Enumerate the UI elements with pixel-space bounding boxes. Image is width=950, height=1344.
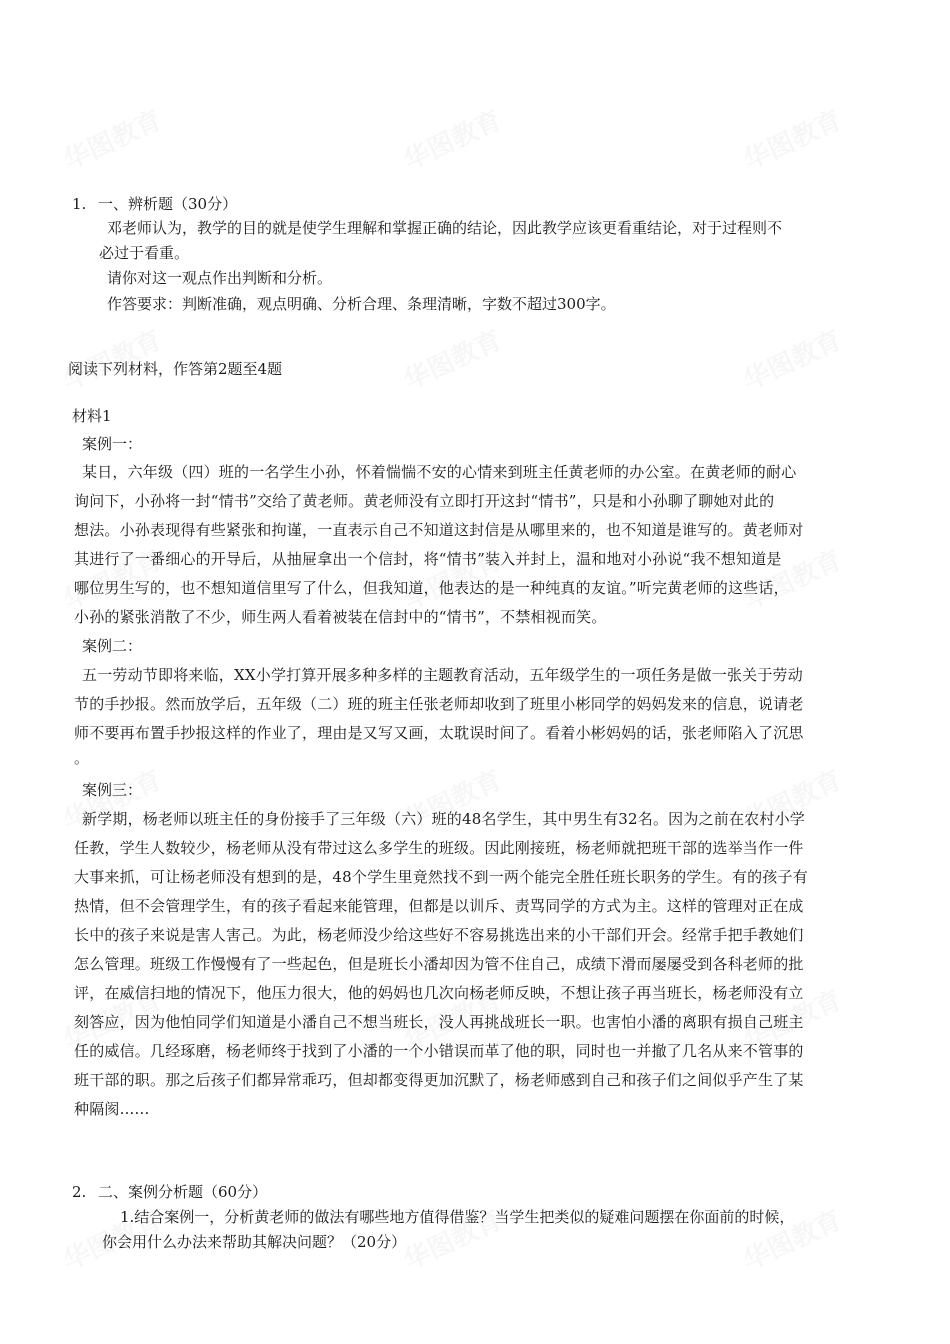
case-1-label: 案例一： bbox=[82, 435, 143, 453]
watermark-logo bbox=[737, 100, 847, 177]
reading-instruction: 阅读下列材料，作答第2题至4题 bbox=[68, 360, 283, 378]
watermark-logo bbox=[57, 100, 167, 177]
case-3-line: 大事来抓，可让杨老师没有想到的是，48个学生里竟然找不到一两个能完全胜任班长职务的学生。有的孩子有 bbox=[74, 868, 808, 886]
watermark-logo bbox=[737, 320, 847, 397]
case-1-line: 询问下，小孙将一封“情书”交给了黄老师。黄老师没有立即打开这封“情书”，只是和小孙聊了聊她对此的 bbox=[74, 492, 775, 510]
case-2-line: 。 bbox=[74, 749, 90, 767]
case-3-line: 刻答应，因为他怕同学们知道是小潘自己不想当班长，没人再挑战班长一职。也害怕小潘的离职有损自己班主 bbox=[74, 1013, 804, 1031]
question-1-text-line: 请你对这一观点作出判断和分析。 bbox=[107, 269, 333, 287]
question-2-heading bbox=[72, 1182, 267, 1202]
case-1-line: 其进行了一番细心的开导后，从抽屉拿出一个信封，将“情书”装入并封上，温和地对小孙说“我不想知道是 bbox=[74, 550, 782, 568]
question-2-title: 二、案例分析题（60分） bbox=[98, 1183, 268, 1201]
case-3-line: 热情，但不会管理学生，有的孩子看起来能管理，但都是以训斥、责骂同学的方式为主。这样的管理对正在成 bbox=[74, 897, 804, 915]
case-3-line: 新学期，杨老师以班主任的身份接手了三年级（六）班的48名学生，其中男生有32名。因为之前在农村小学 bbox=[82, 810, 805, 828]
watermark-logo bbox=[397, 320, 507, 397]
case-3-line: 种隔阂...... bbox=[74, 1100, 150, 1118]
case-3-line: 怎么管理。班级工作慢慢有了一些起色，但是班长小潘却因为管不住自己，成绩下滑而屡屡受到各科老师的批 bbox=[74, 955, 804, 973]
question-1-requirement: 作答要求：判断准确，观点明确、分析合理、条理清晰，字数不超过300字。 bbox=[107, 295, 616, 313]
case-2-line: 五一劳动节即将来临，XX小学打算开展多种多样的主题教育活动，五年级学生的一项任务是做一张关于劳动 bbox=[82, 666, 803, 684]
question-1-text-line: 邓老师认为，教学的目的就是使学生理解和掌握正确的结论，因此教学应该更看重结论，对于过程则不 bbox=[107, 219, 783, 237]
material-title: 材料1 bbox=[72, 407, 112, 425]
case-3-line: 班干部的职。那之后孩子们都异常乖巧，但却都变得更加沉默了，杨老师感到自己和孩子们之间似乎产生了某 bbox=[74, 1071, 804, 1089]
question-2-number: 2. bbox=[72, 1183, 87, 1201]
case-3-label: 案例三： bbox=[82, 781, 143, 799]
case-1-line: 哪位男生写的，也不想知道信里写了什么，但我知道，他表达的是一种纯真的友谊。”听完黄老师的这些话， bbox=[74, 579, 789, 597]
case-2-line: 师不要再布置手抄报这样的作业了，理由是又写又画，太耽误时间了。看着小彬妈妈的话，张老师陷入了沉思 bbox=[74, 724, 804, 742]
case-3-line: 任的威信。几经琢磨，杨老师终于找到了小潘的一个小错误而革了他的职，同时也一并撤了几名从来不管事的 bbox=[74, 1042, 804, 1060]
case-2-label: 案例二： bbox=[82, 637, 143, 655]
case-3-line: 长中的孩子来说是害人害己。为此，杨老师没少给这些好不容易挑选出来的小干部们开会。经常手把手教她们 bbox=[74, 926, 804, 944]
case-1-line: 小孙的紧张消散了不少，师生两人看着被装在信封中的“情书”，不禁相视而笑。 bbox=[74, 608, 607, 626]
question-1-text-line: 必过于看重。 bbox=[99, 244, 190, 262]
case-1-line: 某日，六年级（四）班的一名学生小孙，怀着惴惴不安的心情来到班主任黄老师的办公室。在黄老师的耐心 bbox=[82, 463, 797, 481]
case-1-line: 想法。小孙表现得有些紧张和拘谨，一直表示自己不知道这封信是从哪里来的，也不知道是谁写的。黄老师对 bbox=[74, 521, 804, 539]
question-1-number: 1. bbox=[72, 195, 87, 213]
case-3-line: 评，在威信扫地的情况下，他压力很大，他的妈妈也几次向杨老师反映，不想让孩子再当班长，杨老师没有立 bbox=[74, 984, 804, 1002]
question-2-subquestion-line: 1.结合案例一，分析黄老师的做法有哪些地方值得借鉴？当学生把类似的疑难问题摆在你面前的时候， bbox=[120, 1208, 795, 1226]
case-2-line: 节的手抄报。然而放学后，五年级（二）班的班主任张老师却收到了班里小彬同学的妈妈发来的信息，说请老 bbox=[74, 695, 804, 713]
case-3-line: 任教，学生人数较少，杨老师从没有带过这么多学生的班级。因此刚接班，杨老师就把班干部的选举当作一件 bbox=[74, 839, 804, 857]
question-1-heading bbox=[72, 194, 237, 214]
question-1-title: 一、辨析题（30分） bbox=[98, 195, 238, 213]
question-2-subquestion-line: 你会用什么办法来帮助其解决问题？（20分） bbox=[102, 1233, 407, 1251]
watermark-logo bbox=[397, 100, 507, 177]
